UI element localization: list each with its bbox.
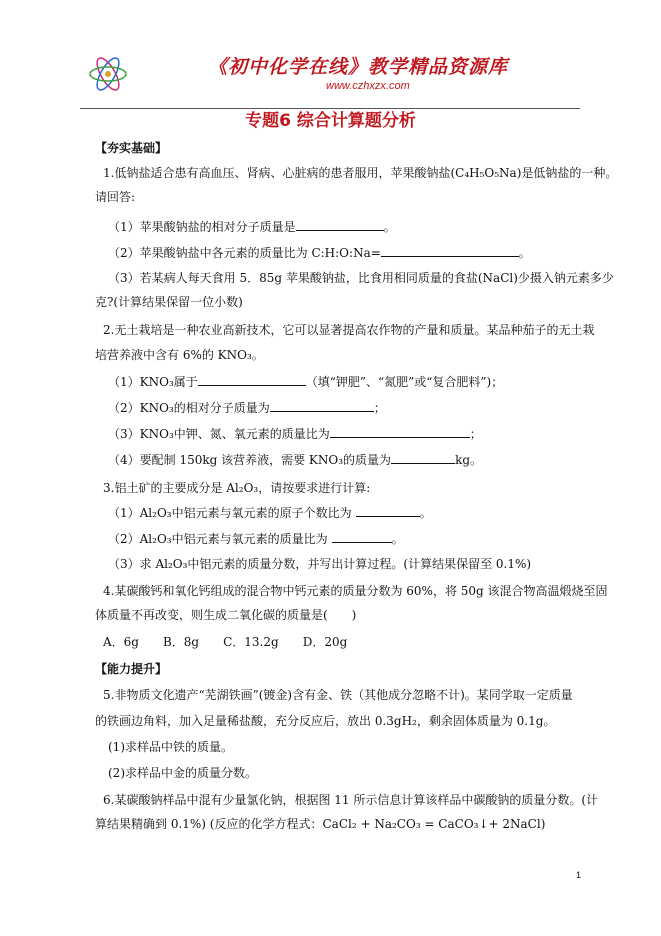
- q1-answer-blank-2[interactable]: [381, 244, 519, 257]
- q1-part1: （1）苹果酸钠盐的相对分子质量是 。: [108, 220, 396, 234]
- q3-part1: （1）Al₂O₃中铝元素与氧元素的原子个数比为 。: [108, 506, 432, 520]
- section-advanced: 【能力提升】: [95, 662, 168, 676]
- q5-line2: 的铁画边角料，加入足量稀盐酸，充分反应后，放出 0.3gH₂，剩余固体质量为 0.1g。: [95, 714, 556, 728]
- q4-line2: 体质量不再改变，则生成二氧化碳的质量是( ): [95, 608, 357, 622]
- q2-part2: （2）KNO₃的相对分子质量为 ；: [108, 401, 386, 415]
- q2-answer-blank-2[interactable]: [270, 399, 374, 412]
- q2-part1: （1）KNO₃属于 （填“钾肥”、“氮肥”或“复合肥料”)；: [108, 375, 504, 389]
- q2-answer-blank-4[interactable]: [391, 451, 455, 464]
- q1-part3: （3）若某病人每天食用 5．85g 苹果酸钠盐，比食用相同质量的食盐(NaCl)少摄入钠元素多少: [108, 271, 614, 285]
- q1-answer-blank-1[interactable]: [296, 218, 384, 231]
- page-title: 专题6 综合计算题分析: [245, 111, 416, 131]
- q3-part3: （3）求 Al₂O₃中铝元素的质量分数，并写出计算过程。(计算结果保留至 0.1%): [108, 557, 532, 571]
- q4-options: A．6g B．8g C．13.2g D．20g: [103, 635, 348, 649]
- atom-logo-icon: [86, 48, 130, 100]
- banner-url: www.czhxzx.com: [326, 80, 410, 92]
- page-number: 1: [576, 870, 582, 880]
- q2-answer-blank-3[interactable]: [330, 425, 470, 438]
- q1-part3b: 克?(计算结果保留一位小数): [95, 295, 243, 309]
- q3-answer-blank-1[interactable]: [356, 504, 420, 517]
- q2-part4: （4）要配制 150kg 该营养液，需要 KNO₃的质量为 kg。: [108, 453, 483, 467]
- q1-line2: 请回答:: [95, 190, 136, 204]
- q4-line1: 4.某碳酸钙和氧化钙组成的混合物中钙元素的质量分数为 60%，将 50g 该混合物高温煅烧至固: [103, 584, 608, 598]
- q1-part2: （2）苹果酸钠盐中各元素的质量比为 C:H:O:Na= 。: [108, 246, 531, 260]
- q6-line2: 算结果精确到 0.1%) (反应的化学方程式：CaCl₂ + Na₂CO₃ = CaCO₃↓+ 2NaCl): [95, 817, 546, 831]
- q5-part2: (2)求样品中金的质量分数。: [108, 766, 257, 780]
- q5-line1: 5.非物质文化遗产“芜湖铁画”(镀金)含有金、铁（其他成分忽略不计)。某同学取一定质量: [103, 688, 573, 702]
- q2-line2: 培营养液中含有 6%的 KNO₃。: [95, 348, 264, 362]
- section-basic: 【夯实基础】: [95, 141, 168, 155]
- q3-answer-blank-2[interactable]: [332, 530, 392, 543]
- q2-line1: 2.无土栽培是一种农业高新技术，它可以显著提高农作物的产量和质量。某品种茄子的无土栽: [103, 323, 595, 337]
- q3-line1: 3.铝土矿的主要成分是 Al₂O₃，请按要求进行计算:: [103, 481, 371, 495]
- q2-answer-blank-1[interactable]: [198, 373, 306, 386]
- banner-title: 《初中化学在线》教学精品资源库: [208, 56, 509, 78]
- q5-part1: (1)求样品中铁的质量。: [108, 740, 233, 754]
- page-header: [80, 44, 580, 109]
- q2-part3: （3）KNO₃中钾、氮、氧元素的质量比为 ；: [108, 427, 482, 441]
- q6-line1: 6.某碳酸钠样品中混有少量氯化钠，根据图 11 所示信息计算该样品中碳酸钠的质量分数。(计: [103, 793, 599, 807]
- q1-line1: 1.低钠盐适合患有高血压、肾病、心脏病的患者服用，苹果酸钠盐(C₄H₅O₅Na)是低钠盐的一种。: [103, 166, 618, 180]
- q3-part2: （2）Al₂O₃中铝元素与氧元素的质量比为 。: [108, 532, 404, 546]
